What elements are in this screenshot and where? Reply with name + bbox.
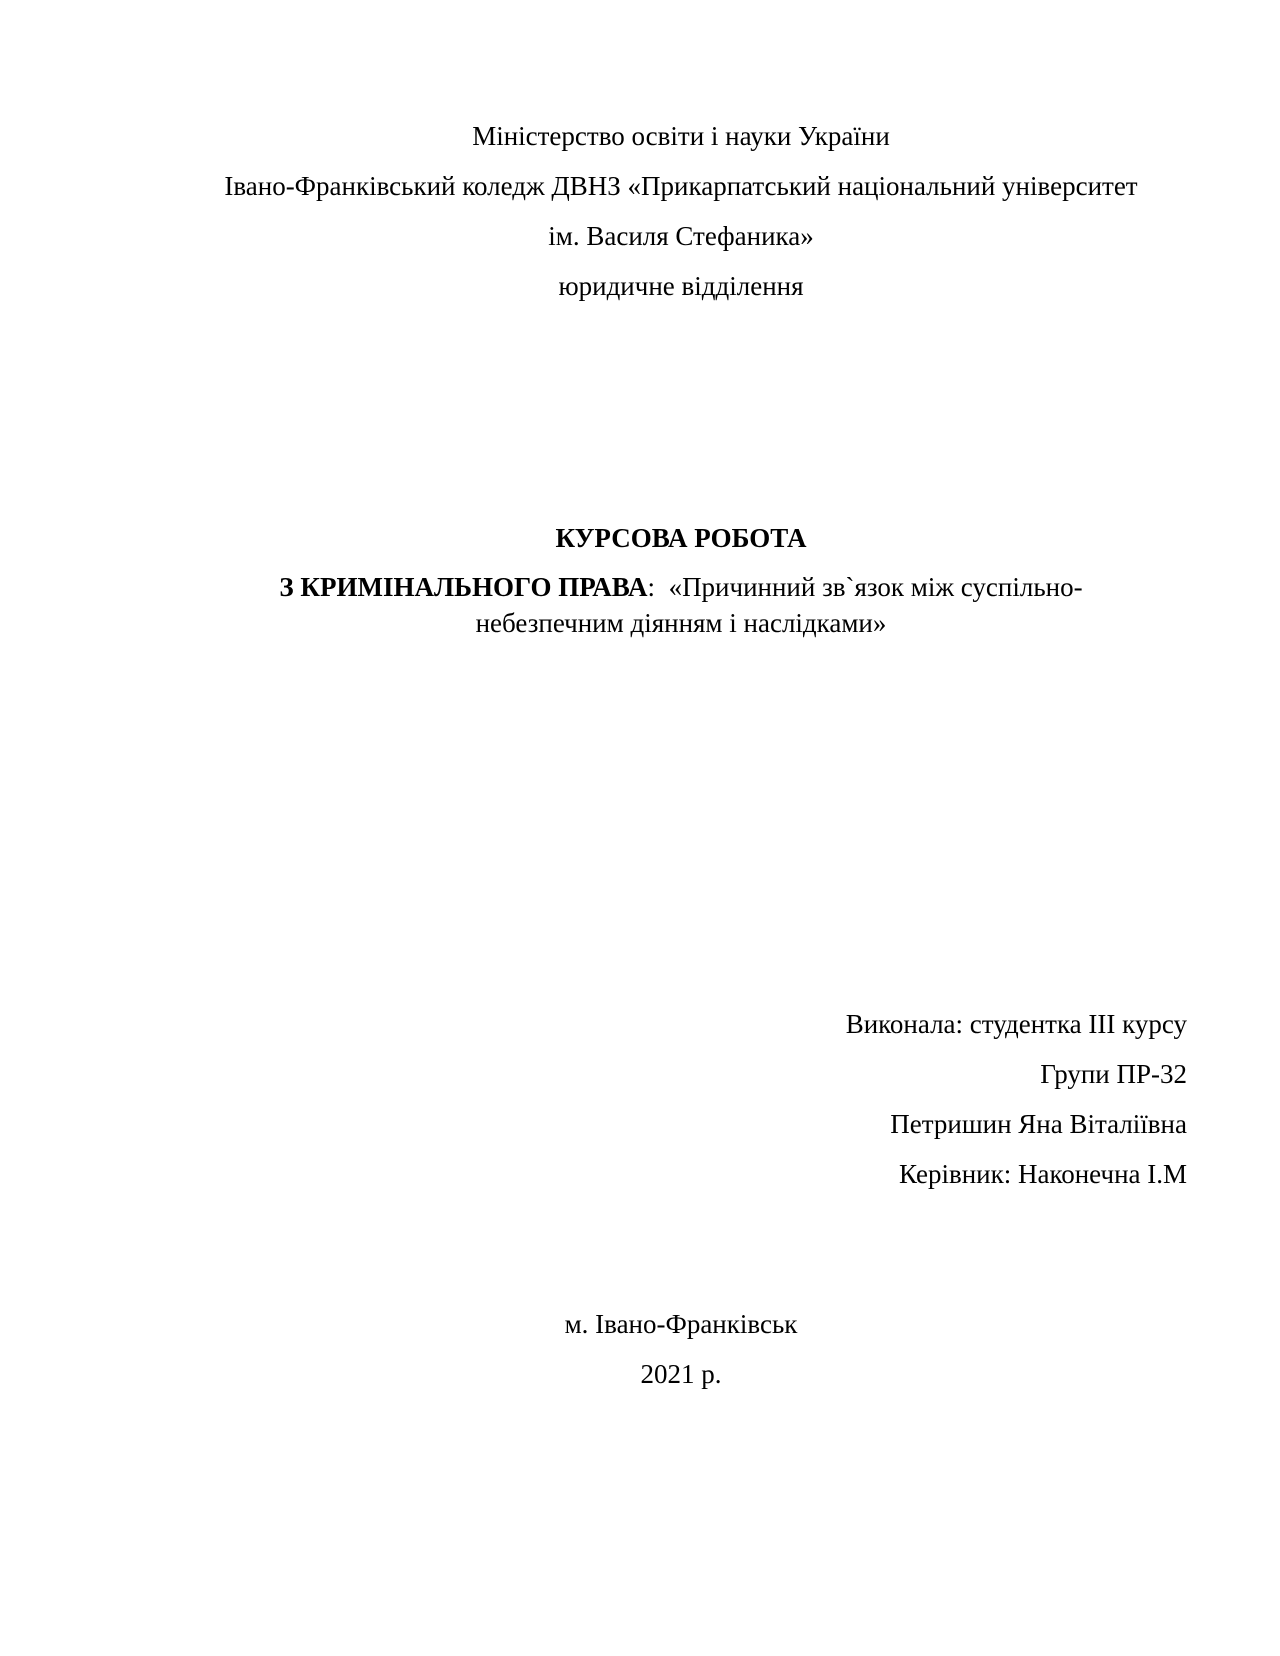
performed-by-line: Виконала: студентка III курсу xyxy=(845,1009,1187,1039)
named-after-line: ім. Василя Стефаника» xyxy=(548,221,814,251)
student-name-line: Петришин Яна Віталіївна xyxy=(890,1109,1187,1139)
work-type-title: КУРСОВА РОБОТА xyxy=(555,523,807,553)
topic-line-2: небезпечним діянням і наслідками» xyxy=(475,608,887,638)
topic-separator: : xyxy=(647,572,656,602)
subject-title: З КРИМІНАЛЬНОГО ПРАВА xyxy=(279,572,648,602)
subject-topic-line xyxy=(0,570,1280,604)
city-line: м. Івано-Франківськ xyxy=(564,1309,798,1339)
topic-line-1: «Причинний зв`язок між суспільно- xyxy=(668,572,1083,602)
group-line: Групи ПР-32 xyxy=(1040,1059,1187,1089)
supervisor-line: Керівник: Наконечна І.М xyxy=(899,1159,1187,1189)
department-line: юридичне відділення xyxy=(558,271,804,301)
year-line: 2021 р. xyxy=(640,1359,722,1389)
college-line: Івано-Франківський коледж ДВНЗ «Прикарпатський національний університет xyxy=(224,171,1138,201)
ministry-line: Міністерство освіти і науки України xyxy=(472,121,890,151)
